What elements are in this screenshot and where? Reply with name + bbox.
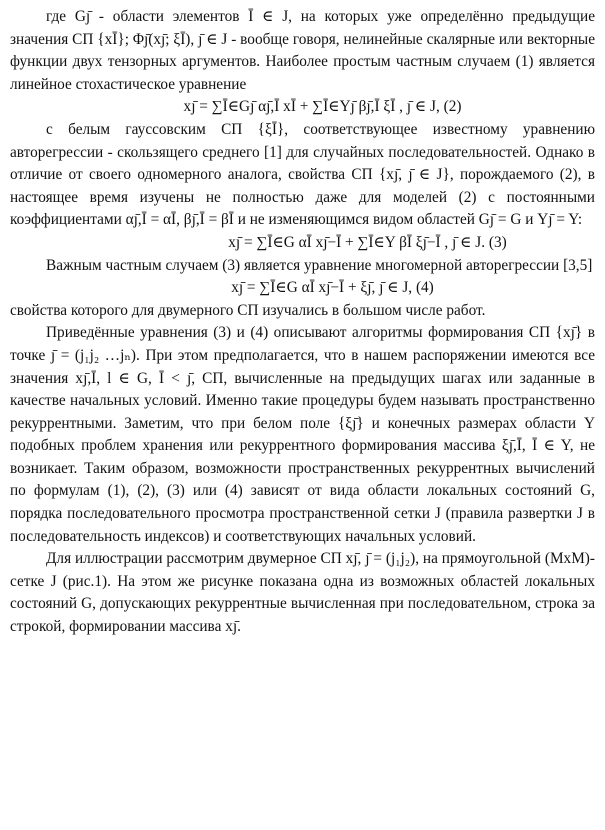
paragraph-algorithms: Приведённые уравнения (3) и (4) описывают алгоритмы формирования СП {xȷ̄} в точке ȷ̄ = (j₁j₂ …jₙ). При этом предполагается, что в нашем распоряжении имеются все значения xȷ̄,Ī, l ∈ G, Ī < ȷ̄, СП, вычисленные на предыдущих шагах или заданные в качестве начальных условий. Именно такие процедуры будем называть пространственно рекуррентными. Заметим, что при белом поле {ξȷ̄} и конечных размерах области Y подобных проблем хранения или рекуррентного формирования массива ξȷ̄,Ī, Ī ∈ Y, не возникает. Таким образом, возможности пространственных рекуррентных вычислений по формулам (1), (2), (3) или (4) зависят от вида области локальных состояний G, порядка последовательного просмотра пространственной сетки J (правила развертки J в последовательность индексов) и соответствующих начальных условий. [10,324,595,545]
paragraph-illustration: Для иллюстрации рассмотрим двумерное СП xȷ̄, ȷ̄ = (j₁j₂), на прямоугольной (MxM)-сетке J (рис.1). На этом же рисунке показана одна из возможных областей локальных состояний G, допускающих рекуррентные вычисленная при последовательном, строка за строкой, формировании массива xȷ̄. [10,550,595,636]
equation-4: xȷ̄ = ∑Ī∈G αĪ xȷ̄−Ī + ξȷ̄, ȷ̄ ∈ J, (4) [231,279,434,297]
paragraph-autoregression: Важным частным случаем (3) является уравнение многомерной авторегрессии [3,5] [46,256,593,274]
equation-3: xȷ̄ = ∑Ī∈G αĪ xȷ̄−Ī + ∑Ī∈Y βĪ ξȷ̄−Ī , ȷ̄ ∈ J. (3) [228,233,507,251]
paragraph-white-gaussian: с белым гауссовским СП {ξĪ}, соответствующее известному уравнению авторегрессии - скользящего среднего [1] для случайных последовательностей. Однако в отличие от своего одномерного аналога, свойства СП {xȷ̄, ȷ̄ ∈ J}, порождаемого (2), в настоящее время изучены не полностью даже для моделей (2) с постоянными коэффициентами αȷ̄,Ī = αĪ, βȷ̄,Ī = βĪ и не изменяющимся видом областей Gȷ̄ = G и Yȷ̄ = Y: [10,120,595,229]
paragraph-properties: свойства которого для двумерного СП изучались в большом числе работ. [10,301,486,319]
equation-2: xȷ̄ = ∑Ī∈Gȷ̄ αȷ̄,Ī xĪ + ∑Ī∈Yȷ̄ βȷ̄,Ī ξĪ , ȷ̄ ∈ J, (2) [183,98,462,116]
paragraph-definitions: где Gȷ̄ - области элементов Ī ∈ J, на которых уже определённо предыдущие значения СП {xĪ}; Φȷ̄(xȷ̄; ξĪ), ȷ̄ ∈ J - вообще говоря, нелинейные скалярные или векторные функции двух тензорных аргументов. Наиболее простым частным случаем (1) является линейное стохастическое уравнение [10,8,595,93]
